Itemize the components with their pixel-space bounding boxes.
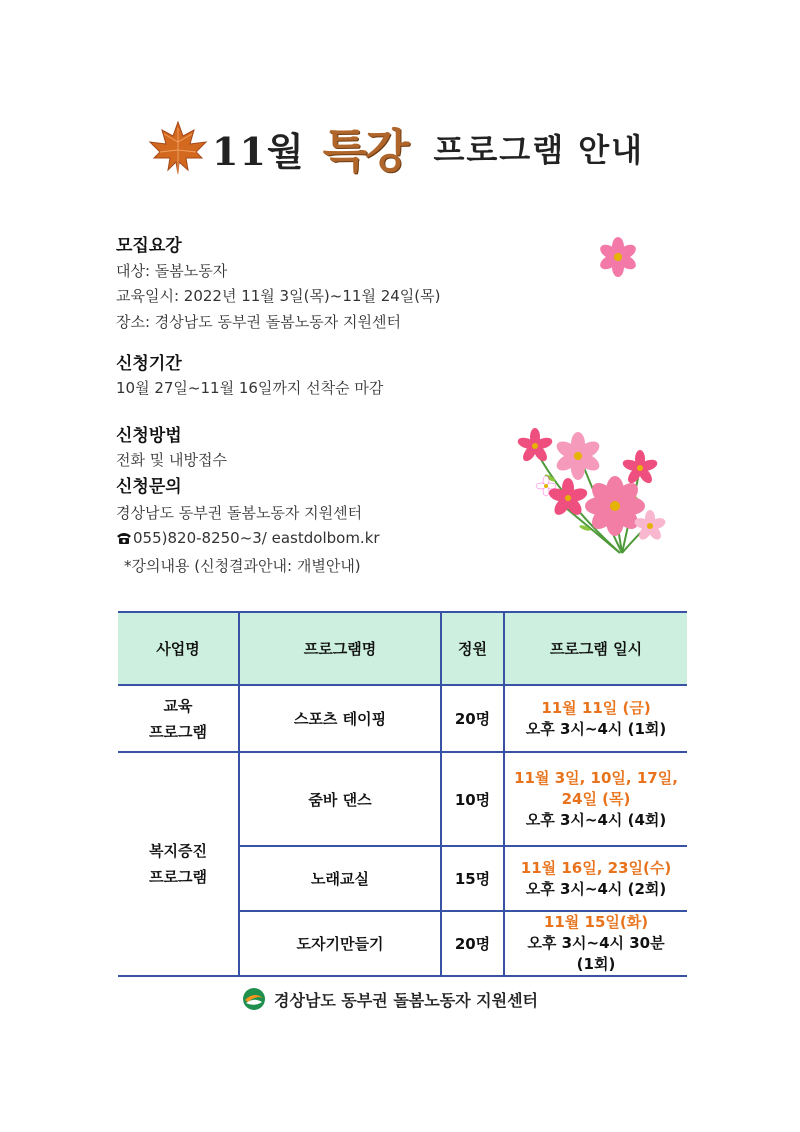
program-name: 도자기만들기 bbox=[239, 911, 441, 976]
schedule-date: 24일 (목) bbox=[561, 789, 631, 808]
schedule-date: 11월 11일 (금) bbox=[541, 698, 651, 717]
group-edu-line2: 프로그램 bbox=[149, 722, 207, 741]
phone-icon bbox=[116, 531, 132, 545]
schedule-time: 오후 3시~4시 30분 bbox=[527, 934, 665, 952]
inquiry-contact: 055)820-8250~3/ eastdolbom.kr bbox=[133, 529, 380, 547]
recruit-target: 대상: 돌봄노동자 bbox=[116, 262, 228, 280]
method-heading: 신청방법 bbox=[116, 426, 182, 446]
schedule-time: (1회) bbox=[576, 955, 616, 973]
maple-leaf-icon bbox=[148, 120, 208, 176]
period-text: 10월 27일~11월 16일까지 선착순 마감 bbox=[116, 379, 384, 397]
program-schedule bbox=[504, 685, 687, 752]
program-capacity: 20명 bbox=[441, 685, 504, 752]
inquiry-note: *강의내용 (신청결과안내: 개별안내) bbox=[124, 557, 361, 575]
footer-organization bbox=[242, 987, 538, 1011]
program-capacity: 20명 bbox=[441, 911, 504, 976]
cosmos-flower-icon bbox=[598, 237, 638, 277]
program-name: 줌바 댄스 bbox=[239, 752, 441, 846]
footer-org-name: 경상남도 동부권 돌봄노동자 지원센터 bbox=[274, 990, 539, 1010]
group-welfare bbox=[118, 752, 239, 976]
title-special: 특강 bbox=[322, 124, 408, 178]
group-edu bbox=[118, 685, 239, 752]
program-capacity: 10명 bbox=[441, 752, 504, 846]
group-welfare-line1: 복지증진 bbox=[149, 842, 207, 860]
title-month: 11월 bbox=[212, 128, 305, 174]
cosmos-bouquet-illustration bbox=[510, 428, 670, 562]
inquiry-center: 경상남도 동부권 돌봄노동자 지원센터 bbox=[116, 504, 363, 522]
header-schedule: 프로그램 일시 bbox=[504, 612, 687, 685]
table-header-row bbox=[118, 612, 687, 685]
program-schedule bbox=[504, 752, 687, 846]
schedule-date: 11월 3일, 10일, 17일, bbox=[514, 768, 678, 787]
page-title bbox=[148, 118, 644, 178]
period-heading: 신청기간 bbox=[116, 354, 182, 374]
group-edu-line1: 교육 bbox=[163, 696, 193, 715]
center-logo-icon bbox=[242, 987, 266, 1011]
program-name: 스포츠 테이핑 bbox=[239, 685, 441, 752]
program-schedule bbox=[504, 911, 687, 976]
program-capacity: 15명 bbox=[441, 846, 504, 911]
header-capacity: 정원 bbox=[441, 612, 504, 685]
method-text: 전화 및 내방접수 bbox=[116, 451, 227, 469]
schedule-time: 오후 3시~4시 (2회) bbox=[525, 879, 667, 898]
recruit-place: 장소: 경상남도 동부권 돌봄노동자 지원센터 bbox=[116, 313, 401, 331]
schedule-time: 오후 3시~4시 (1회) bbox=[525, 719, 667, 738]
schedule-date: 11월 16일, 23일(수) bbox=[520, 858, 672, 877]
schedule-time: 오후 3시~4시 (4회) bbox=[525, 810, 667, 829]
recruit-heading: 모집요강 bbox=[116, 236, 182, 256]
recruit-date: 교육일시: 2022년 11월 3일(목)~11월 24일(목) bbox=[116, 287, 441, 305]
schedule-date: 11월 15일(화) bbox=[543, 913, 649, 931]
program-name: 노래교실 bbox=[239, 846, 441, 911]
group-welfare-line2: 프로그램 bbox=[149, 868, 207, 886]
program-schedule-table bbox=[118, 611, 687, 977]
header-program: 프로그램명 bbox=[239, 612, 441, 685]
inquiry-heading: 신청문의 bbox=[116, 477, 182, 497]
inquiry-contact-line bbox=[116, 529, 380, 547]
table-row bbox=[118, 685, 687, 752]
table-row bbox=[118, 752, 687, 846]
header-business: 사업명 bbox=[118, 612, 239, 685]
program-schedule bbox=[504, 846, 687, 911]
title-rest: 프로그램 안내 bbox=[433, 131, 645, 169]
